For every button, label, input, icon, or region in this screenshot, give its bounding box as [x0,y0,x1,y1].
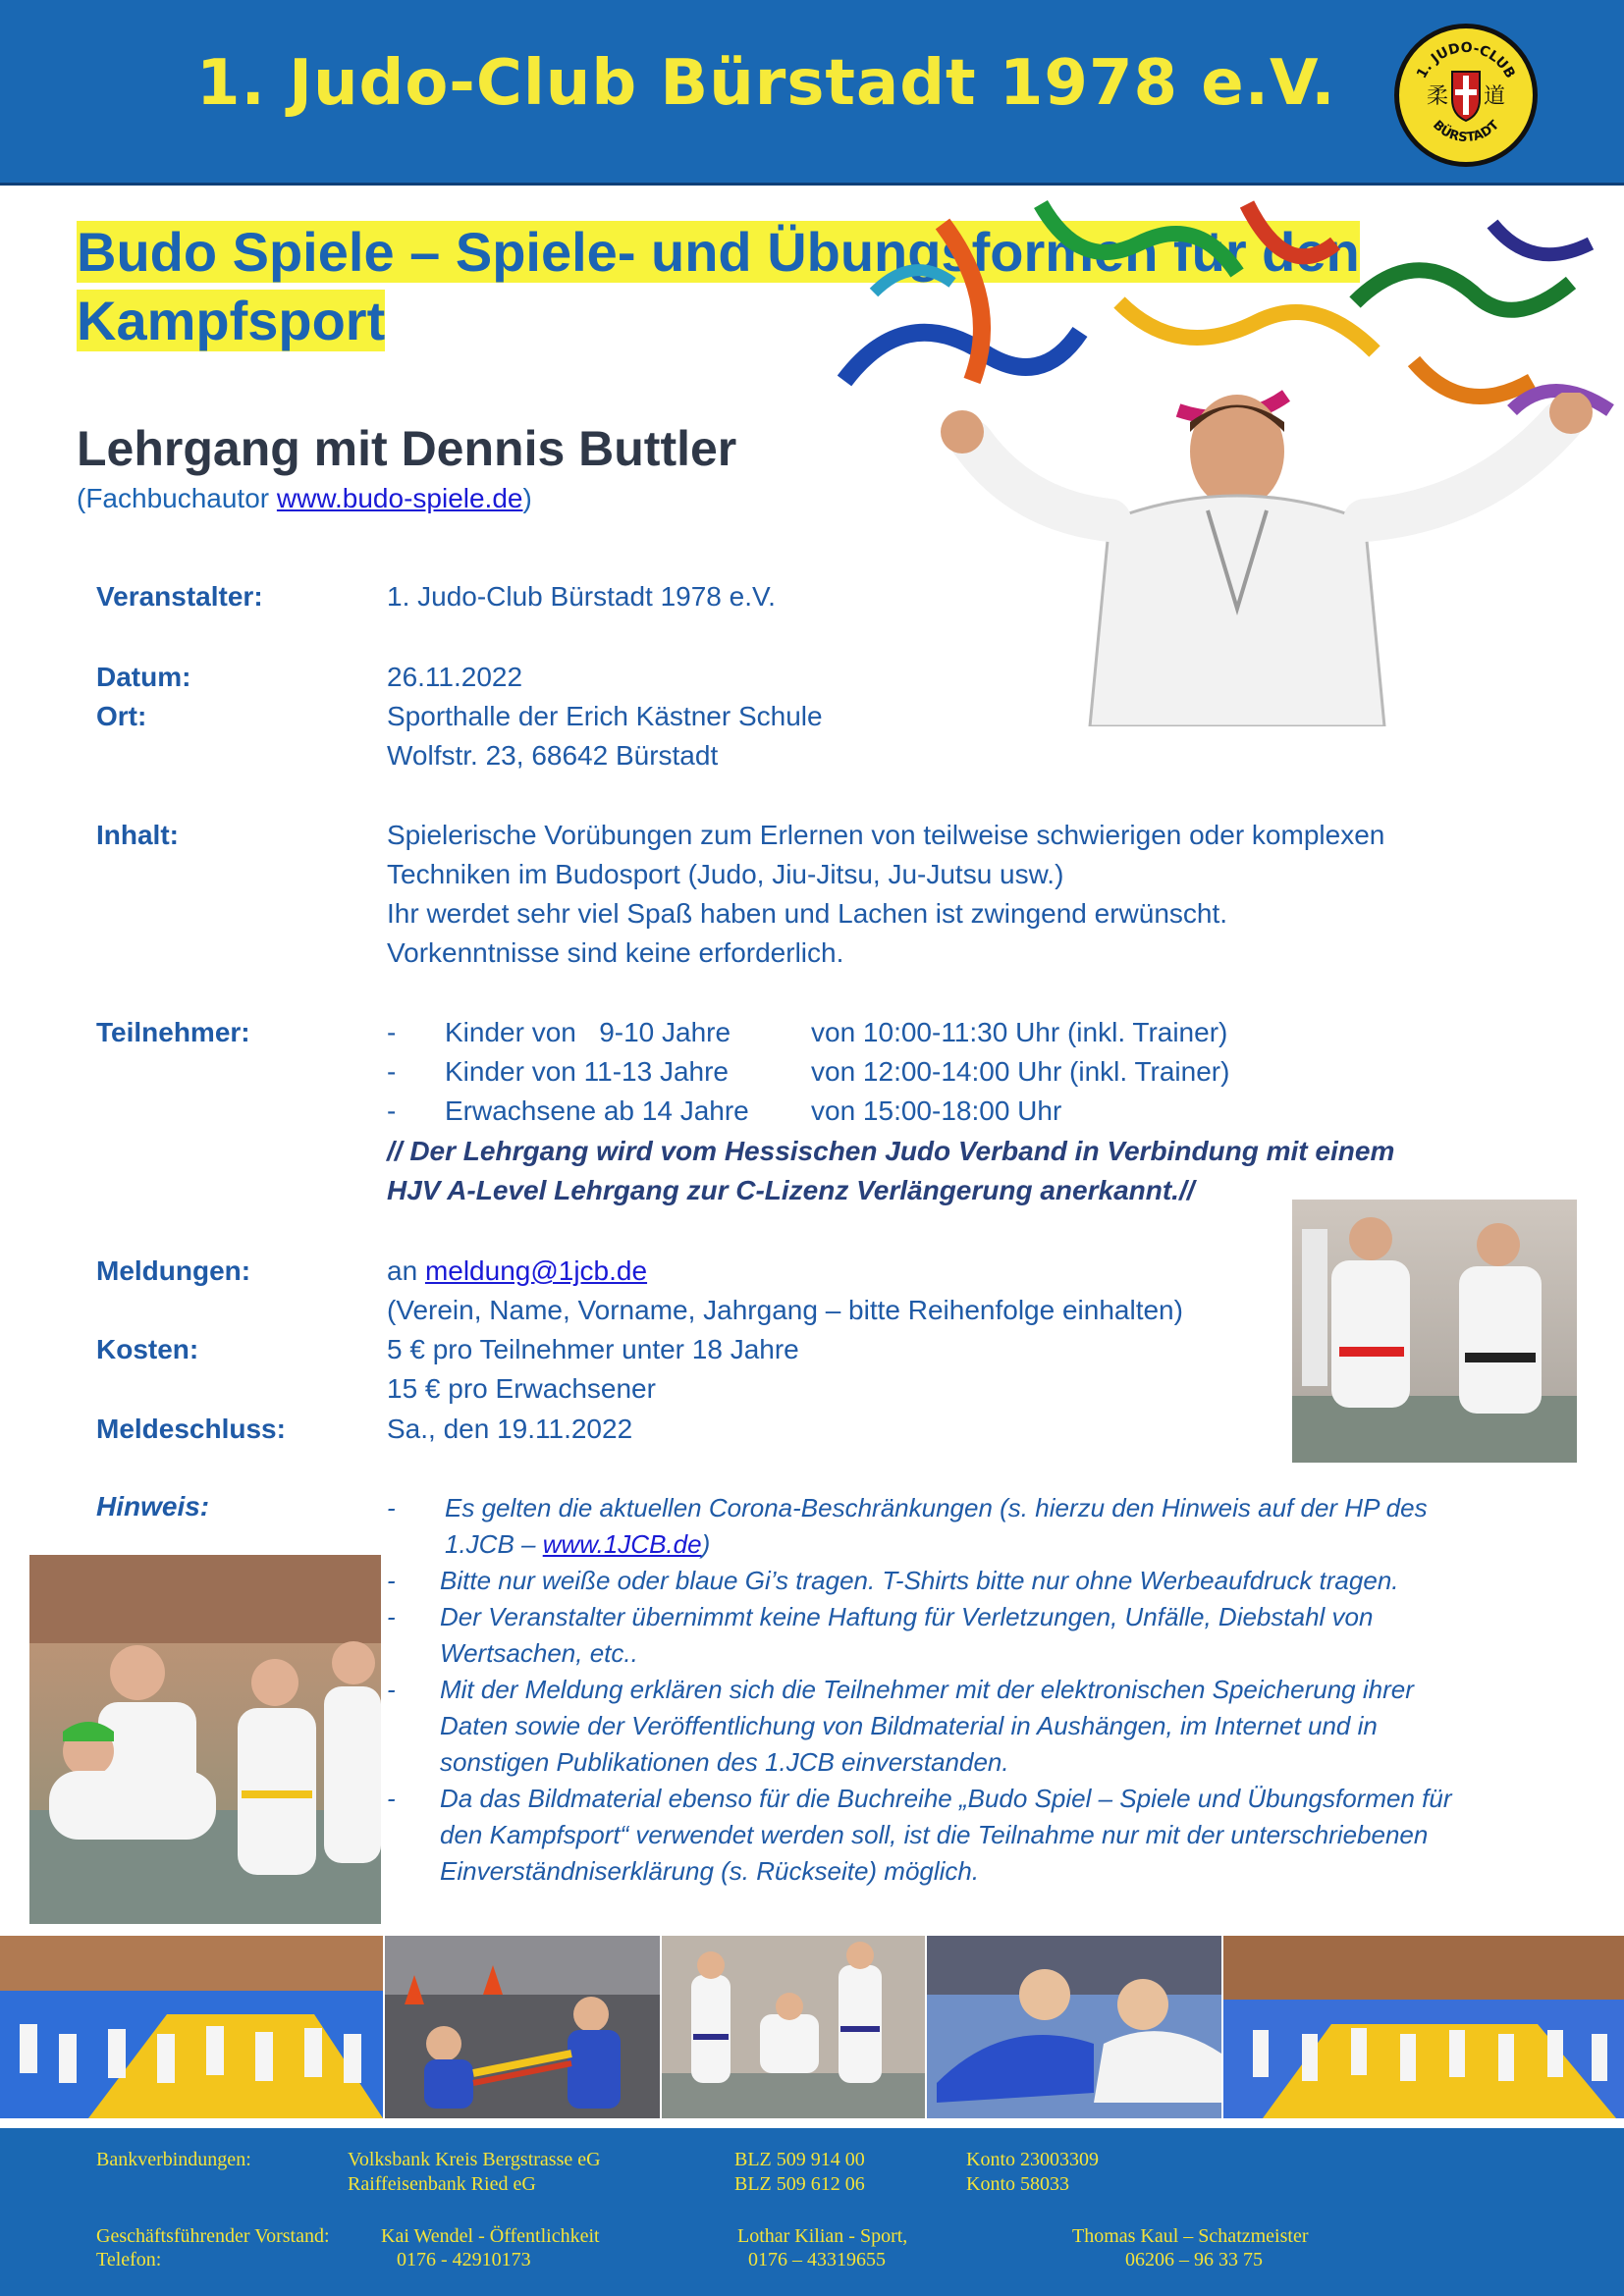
headline-line1: Budo Spiele – Spiele- und Übungsformen für den [77,221,1360,283]
trainer-photo [933,393,1610,726]
judo-photo-kids [29,1555,381,1924]
participant-group: Kinder von 11-13 Jahre [445,1056,729,1087]
costs-line2: 15 € pro Erwachsener [387,1373,656,1404]
budo-spiele-link[interactable]: www.budo-spiele.de [276,483,523,513]
svg-text:BÜRSTADT [1430,118,1502,145]
note1-prefix: 1.JCB – [445,1529,543,1559]
notes-label: Hinweis: [96,1491,210,1522]
date-label: Datum: [96,662,191,692]
judo-photo-pair [1292,1200,1577,1463]
note2: Bitte nur weiße oder blaue Gi’s tragen. T-Shirts bitte nur ohne Werbeaufdruck tragen. [440,1566,1399,1595]
note4-line3: sonstigen Publikationen des 1.JCB einverstanden. [440,1747,1009,1777]
note4-line2: Daten sowie der Veröffentlichung von Bildmaterial in Aushängen, im Internet und in [440,1711,1378,1740]
participant-dash: - [387,1095,397,1126]
subtitle-suffix: ) [522,483,532,513]
participant-dash: - [387,1056,397,1087]
registration-email-link[interactable]: meldung@1jcb.de [424,1255,648,1286]
board2-phone: 0176 – 43319655 [748,2249,886,2270]
costs-label: Kosten: [96,1334,199,1364]
bank1-name: Volksbank Kreis Bergstrasse eG [348,2149,601,2170]
participant-time: von 15:00-18:00 Uhr [811,1095,1062,1126]
content-line3: Ihr werdet sehr viel Spaß haben und Lachen ist zwingend erwünscht. [387,898,1228,929]
footer [0,2128,1624,2296]
phone-label: Telefon: [96,2249,162,2270]
board3-name: Thomas Kaul – Schatzmeister [1072,2225,1309,2247]
strip-photo-2 [385,1936,660,2118]
bank2-account: Konto 58033 [966,2173,1069,2195]
recognition-line1: // Der Lehrgang wird vom Hessischen Judo Verband in Verbindung mit einem [387,1136,1395,1166]
note5-line3: Einverständniserklärung (s. Rückseite) möglich. [440,1856,980,1886]
note3-line2: Wertsachen, etc.. [440,1638,638,1668]
deadline-value: Sa., den 19.11.2022 [387,1414,633,1444]
club-title: 1. Judo-Club Bürstadt 1978 e.V. [196,47,1336,120]
content-line4: Vorkenntnisse sind keine erforderlich. [387,937,844,968]
note-dash: - [387,1602,396,1631]
note-dash: - [387,1566,396,1595]
note5-line1: Da das Bildmaterial ebenso für die Buchreihe „Budo Spiel – Spiele und Übungsformen für [440,1784,1452,1813]
bank2-blz: BLZ 509 612 06 [734,2173,865,2195]
content-line2: Techniken im Budosport (Judo, Jiu-Jitsu, Ju-Jutsu usw.) [387,859,1064,889]
strip-photo-5 [1223,1936,1624,2118]
subtitle-prefix: (Fachbuchautor [77,483,277,513]
logo-right-glyph: 道 [1484,84,1506,109]
note1-line2 [445,1526,710,1563]
course-subtitle [77,483,532,514]
board1-name: Kai Wendel - Öffentlichkeit [381,2225,600,2247]
place-line2: Wolfstr. 23, 68642 Bürstadt [387,740,719,771]
content-label: Inhalt: [96,820,179,850]
note1-line1: Es gelten die aktuellen Corona-Beschränkungen (s. hierzu den Hinweis auf der HP des [445,1493,1428,1522]
registration-label: Meldungen: [96,1255,251,1286]
recognition-line2: HJV A-Level Lehrgang zur C-Lizenz Verlängerung anerkannt.// [387,1175,1195,1205]
note1-suffix: ) [701,1529,711,1559]
registration-line [387,1252,647,1291]
participant-group: Erwachsene ab 14 Jahre [445,1095,749,1126]
deadline-label: Meldeschluss: [96,1414,286,1444]
strip-photo-4 [927,1936,1221,2118]
note-dash: - [387,1493,396,1522]
strip-photo-3 [662,1936,925,2118]
costs-line1: 5 € pro Teilnehmer unter 18 Jahre [387,1334,799,1364]
bank-label: Bankverbindungen: [96,2149,251,2170]
place-label: Ort: [96,701,147,731]
note-dash: - [387,1675,396,1704]
board1-phone: 0176 - 42910173 [397,2249,531,2270]
bank1-blz: BLZ 509 914 00 [734,2149,865,2170]
registration-note: (Verein, Name, Vorname, Jahrgang – bitte Reihenfolge einhalten) [387,1295,1183,1325]
participant-dash: - [387,1017,397,1047]
note5-line2: den Kampfsport“ verwendet werden soll, ist die Teilnahme nur mit der unterschriebenen [440,1820,1429,1849]
date-value: 26.11.2022 [387,662,523,692]
jcb-website-link[interactable]: www.1JCB.de [542,1529,702,1559]
participant-group: Kinder von 9-10 Jahre [445,1017,731,1047]
logo-bottom-text: BÜRSTADT [1430,118,1502,146]
organizer-value: 1. Judo-Club Bürstadt 1978 e.V. [387,581,776,612]
participant-time: von 10:00-11:30 Uhr (inkl. Trainer) [811,1017,1228,1047]
club-logo-icon [1394,24,1538,167]
course-title: Lehrgang mit Dennis Buttler [77,421,737,476]
board3-phone: 06206 – 96 33 75 [1125,2249,1263,2270]
bank1-account: Konto 23003309 [966,2149,1099,2170]
logo-top-text: 1. JUDO-CLUB [1414,39,1518,81]
participant-time: von 12:00-14:00 Uhr (inkl. Trainer) [811,1056,1230,1087]
registration-prefix: an [387,1255,425,1286]
board-label: Geschäftsführender Vorstand: [96,2225,330,2247]
board2-name: Lothar Kilian - Sport, [737,2225,908,2247]
header-bar [0,0,1624,186]
note3-line1: Der Veranstalter übernimmt keine Haftung für Verletzungen, Unfälle, Diebstahl von [440,1602,1374,1631]
note-dash: - [387,1784,396,1813]
participants-label: Teilnehmer: [96,1017,250,1047]
logo-left-glyph: 柔 [1427,84,1449,109]
headline-line2: Kampfsport [77,290,386,351]
bank2-name: Raiffeisenbank Ried eG [348,2173,536,2195]
place-line1: Sporthalle der Erich Kästner Schule [387,701,823,731]
note4-line1: Mit der Meldung erklären sich die Teilnehmer mit der elektronischen Speicherung ihrer [440,1675,1414,1704]
strip-photo-1 [0,1936,383,2118]
organizer-label: Veranstalter: [96,581,263,612]
content-line1: Spielerische Vorübungen zum Erlernen von teilweise schwierigen oder komplexen [387,820,1385,850]
